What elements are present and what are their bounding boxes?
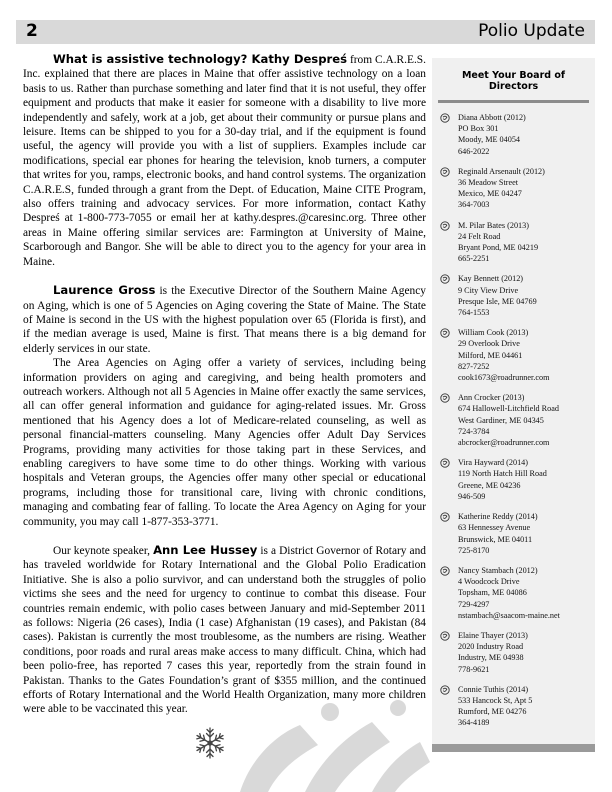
publication-title: Polio Update: [478, 21, 585, 41]
member-name: Reginald Arsenault (2012): [458, 166, 545, 176]
member-email: nstambach@saacom-maine.net: [458, 610, 560, 620]
member-contact-line: Greene, ME 04236: [458, 480, 521, 490]
page-header: [16, 20, 595, 44]
member-name: William Cook (2013): [458, 328, 529, 338]
member-contact-line: 827-7252: [458, 361, 490, 371]
member-email: abcrocker@roadrunner.com: [458, 438, 550, 448]
speaker-name: Laurence Gross: [53, 283, 156, 298]
speaker-name: Ann Lee Hussey: [153, 543, 258, 557]
board-member-entry: [436, 684, 589, 729]
member-list: [432, 112, 595, 729]
member-contact-line: 725-8170: [458, 545, 490, 555]
member-contact-line: 778-9621: [458, 664, 490, 674]
board-member-entry: [436, 511, 589, 556]
swirl-bullet-icon: [440, 458, 450, 468]
member-contact-line: 674 Hallowell-Litchfield Road: [458, 404, 559, 414]
member-name: Nancy Stambach (2012): [458, 565, 538, 575]
paragraph-text: from C.A.R.E.S. Inc. explained that there are places in Maine that offer assistive technology on a loan basis to us. Rather than purchase something and later find that it is not useful, they offer equipment and products that make it easier for someone with a disability to live more independently and safely, work at a job, get about their community or pursue plans and leisure. Items can be shipped to you for a 30-day trial, and if the equipment is found useful, the agency will provide you with a list of suppliers. Examples include car modifications, special ear phones for hearing the television, knob turners, a computer that writes for you, ramps, electronic books, and hand control systems. The organization C.A.R.E.S, funded through a grant from the Dept. of Education, Maine CITE Program, also offers training and advocacy services. For more information, contact Kathy Despreś at 1-800-773-7055 or email her at kathy.despres.@caresinc.org. Three other areas in Maine offering similar services are: Farmington at University of Maine, Scarborough and Bangor. She will be able to direct you to the agency for your area in Maine.: [23, 54, 426, 268]
paragraph-area-agencies: The Area Agencies on Aging offer a variety of services, including being information providers on aging and caregiving, and being health promoters and outreach workers. Although not all 5 Agencies in Maine offer exactly the same services, all can offer general information and guidance for aging-related issues. Mr. Gross mentioned that his Agency does a lot of Medicare-related counseling, as well as personal financial-matters counseling. Many Agencies offer Adult Day Services Programs, providing many activities for those taking part in these Services, and enabling caregivers to have some time to do other things. Working with various hospitals and Veteran groups, the Agencies offer many other special or educational programs, including those for transitional care, living with chronic conditions, managing and combating fear of falling. To locate the Area Agency on Aging for your community, you may call 1-877-353-3771.: [23, 357, 426, 528]
member-contact-line: Presque Isle, ME 04769: [458, 296, 537, 306]
member-contact-line: 665-2251: [458, 254, 490, 264]
member-contact-line: 4 Woodcock Drive: [458, 577, 520, 587]
member-email: cook1673@roadrunner.com: [458, 373, 550, 383]
member-contact-line: 119 North Hatch Hill Road: [458, 469, 547, 479]
member-name: Connie Tuthis (2014): [458, 684, 529, 694]
member-contact-line: Moody, ME 04054: [458, 135, 521, 145]
board-of-directors-sidebar: [432, 58, 595, 752]
member-contact-line: 729-4297: [458, 599, 490, 609]
member-contact-line: 646-2022: [458, 146, 490, 156]
paragraph-keynote-speaker: [23, 543, 426, 717]
swirl-bullet-icon: [440, 113, 450, 123]
member-contact-line: PO Box 301: [458, 124, 499, 134]
member-contact-line: West Gardiner, ME 04345: [458, 415, 544, 425]
member-contact-line: 364-4189: [458, 718, 490, 728]
swirl-bullet-icon: [440, 631, 450, 641]
swirl-bullet-icon: [440, 328, 450, 338]
member-name: M. Pilar Bates (2013): [458, 220, 529, 230]
board-member-entry: [436, 392, 589, 448]
member-contact-line: Brunswick, ME 04011: [458, 534, 533, 544]
swirl-bullet-icon: [440, 685, 450, 695]
swirl-bullet-icon: [440, 167, 450, 177]
board-member-entry: [436, 166, 589, 211]
board-member-entry: [436, 565, 589, 621]
paragraph-laurence-gross: [23, 283, 426, 356]
member-contact-line: 946-509: [458, 491, 486, 501]
member-name: Elaine Thayer (2013): [458, 630, 528, 640]
board-member-entry: [436, 220, 589, 265]
member-contact-line: 724-3784: [458, 426, 490, 436]
member-name: Katherine Reddy (2014): [458, 512, 538, 522]
swirl-bullet-icon: [440, 512, 450, 522]
swirl-bullet-icon: [440, 274, 450, 284]
member-contact-line: Industry, ME 04938: [458, 653, 524, 663]
member-contact-line: 63 Hennessey Avenue: [458, 523, 531, 533]
board-member-entry: [436, 112, 589, 157]
sidebar-bottom-bar: [432, 744, 595, 752]
member-contact-line: 533 Hancock St, Apt 5: [458, 695, 533, 705]
paragraph-lead: Our keynote speaker,: [53, 545, 154, 557]
article-body: [23, 52, 426, 717]
member-contact-line: Topsham, ME 04086: [458, 588, 527, 598]
member-name: Kay Bennett (2012): [458, 274, 524, 284]
paragraph-text: is a District Governor of Rotary and has traveled worldwide for Rotary International and the Global Polio Eradication Initiative. She is also a polio survivor, and can understand both the struggles of polio victims she sees and the need for urgency to continue to combat this disease. Four countries remain endemic, with polio cases between January and mid-September 2011 as follows: Nigeria (26 cases), India (1 case) Afghanistan (19 cases), and Pakistan (84 cases). Pakistan is currently the most troublesome, as the numbers are rising. Weather conditions, poor roads and rural areas make access to many difficult. China, which had been polio-free, has reported 7 cases this year, reportedly from the strain found in Pakistan. Thanks to the Gates Foundation’s grant of $355 million, and the continued efforts of Rotary International and the World Health Organization, many more children were able to be vaccinated this year.: [23, 545, 426, 716]
page-number: 2: [26, 21, 38, 41]
member-contact-line: 29 Overlook Drive: [458, 339, 520, 349]
board-member-entry: [436, 630, 589, 675]
member-contact-line: 36 Meadow Street: [458, 178, 519, 188]
member-contact-line: Milford, ME 04461: [458, 350, 523, 360]
member-contact-line: 764-1553: [458, 308, 490, 318]
member-contact-line: Bryant Pond, ME 04219: [458, 243, 539, 253]
member-name: Diana Abbott (2012): [458, 113, 526, 122]
member-name: Ann Crocker (2013): [458, 393, 525, 403]
speaker-name: What is assistive technology? Kathy Despreś: [53, 52, 347, 66]
board-member-entry: [436, 273, 589, 318]
member-contact-line: Mexico, ME 04247: [458, 189, 522, 199]
member-contact-line: Rumford, ME 04276: [458, 707, 527, 717]
member-contact-line: 9 City View Drive: [458, 285, 519, 295]
paragraph-assistive-technology: [23, 52, 426, 269]
board-member-entry: [436, 457, 589, 502]
sidebar-title: Meet Your Board of Directors: [438, 58, 589, 103]
swirl-bullet-icon: [440, 221, 450, 231]
snowflake-icon: [193, 726, 227, 760]
paragraph-text: is the Executive Director of the Southern Maine Agency on Aging, which is one of 5 Agencies on Aging covering the State of Maine. The State of Maine is second in the US with the highest population over 65 (Florida is first), and if the median average is used, Maine is first. That means there is a big demand for elderly services in our state.: [23, 285, 426, 355]
board-member-entry: [436, 327, 589, 383]
swirl-bullet-icon: [440, 566, 450, 576]
swirl-bullet-icon: [440, 393, 450, 403]
member-contact-line: 2020 Industry Road: [458, 642, 524, 652]
member-contact-line: 24 Felt Road: [458, 231, 501, 241]
member-contact-line: 364-7003: [458, 200, 490, 210]
member-name: Vira Hayward (2014): [458, 458, 528, 468]
